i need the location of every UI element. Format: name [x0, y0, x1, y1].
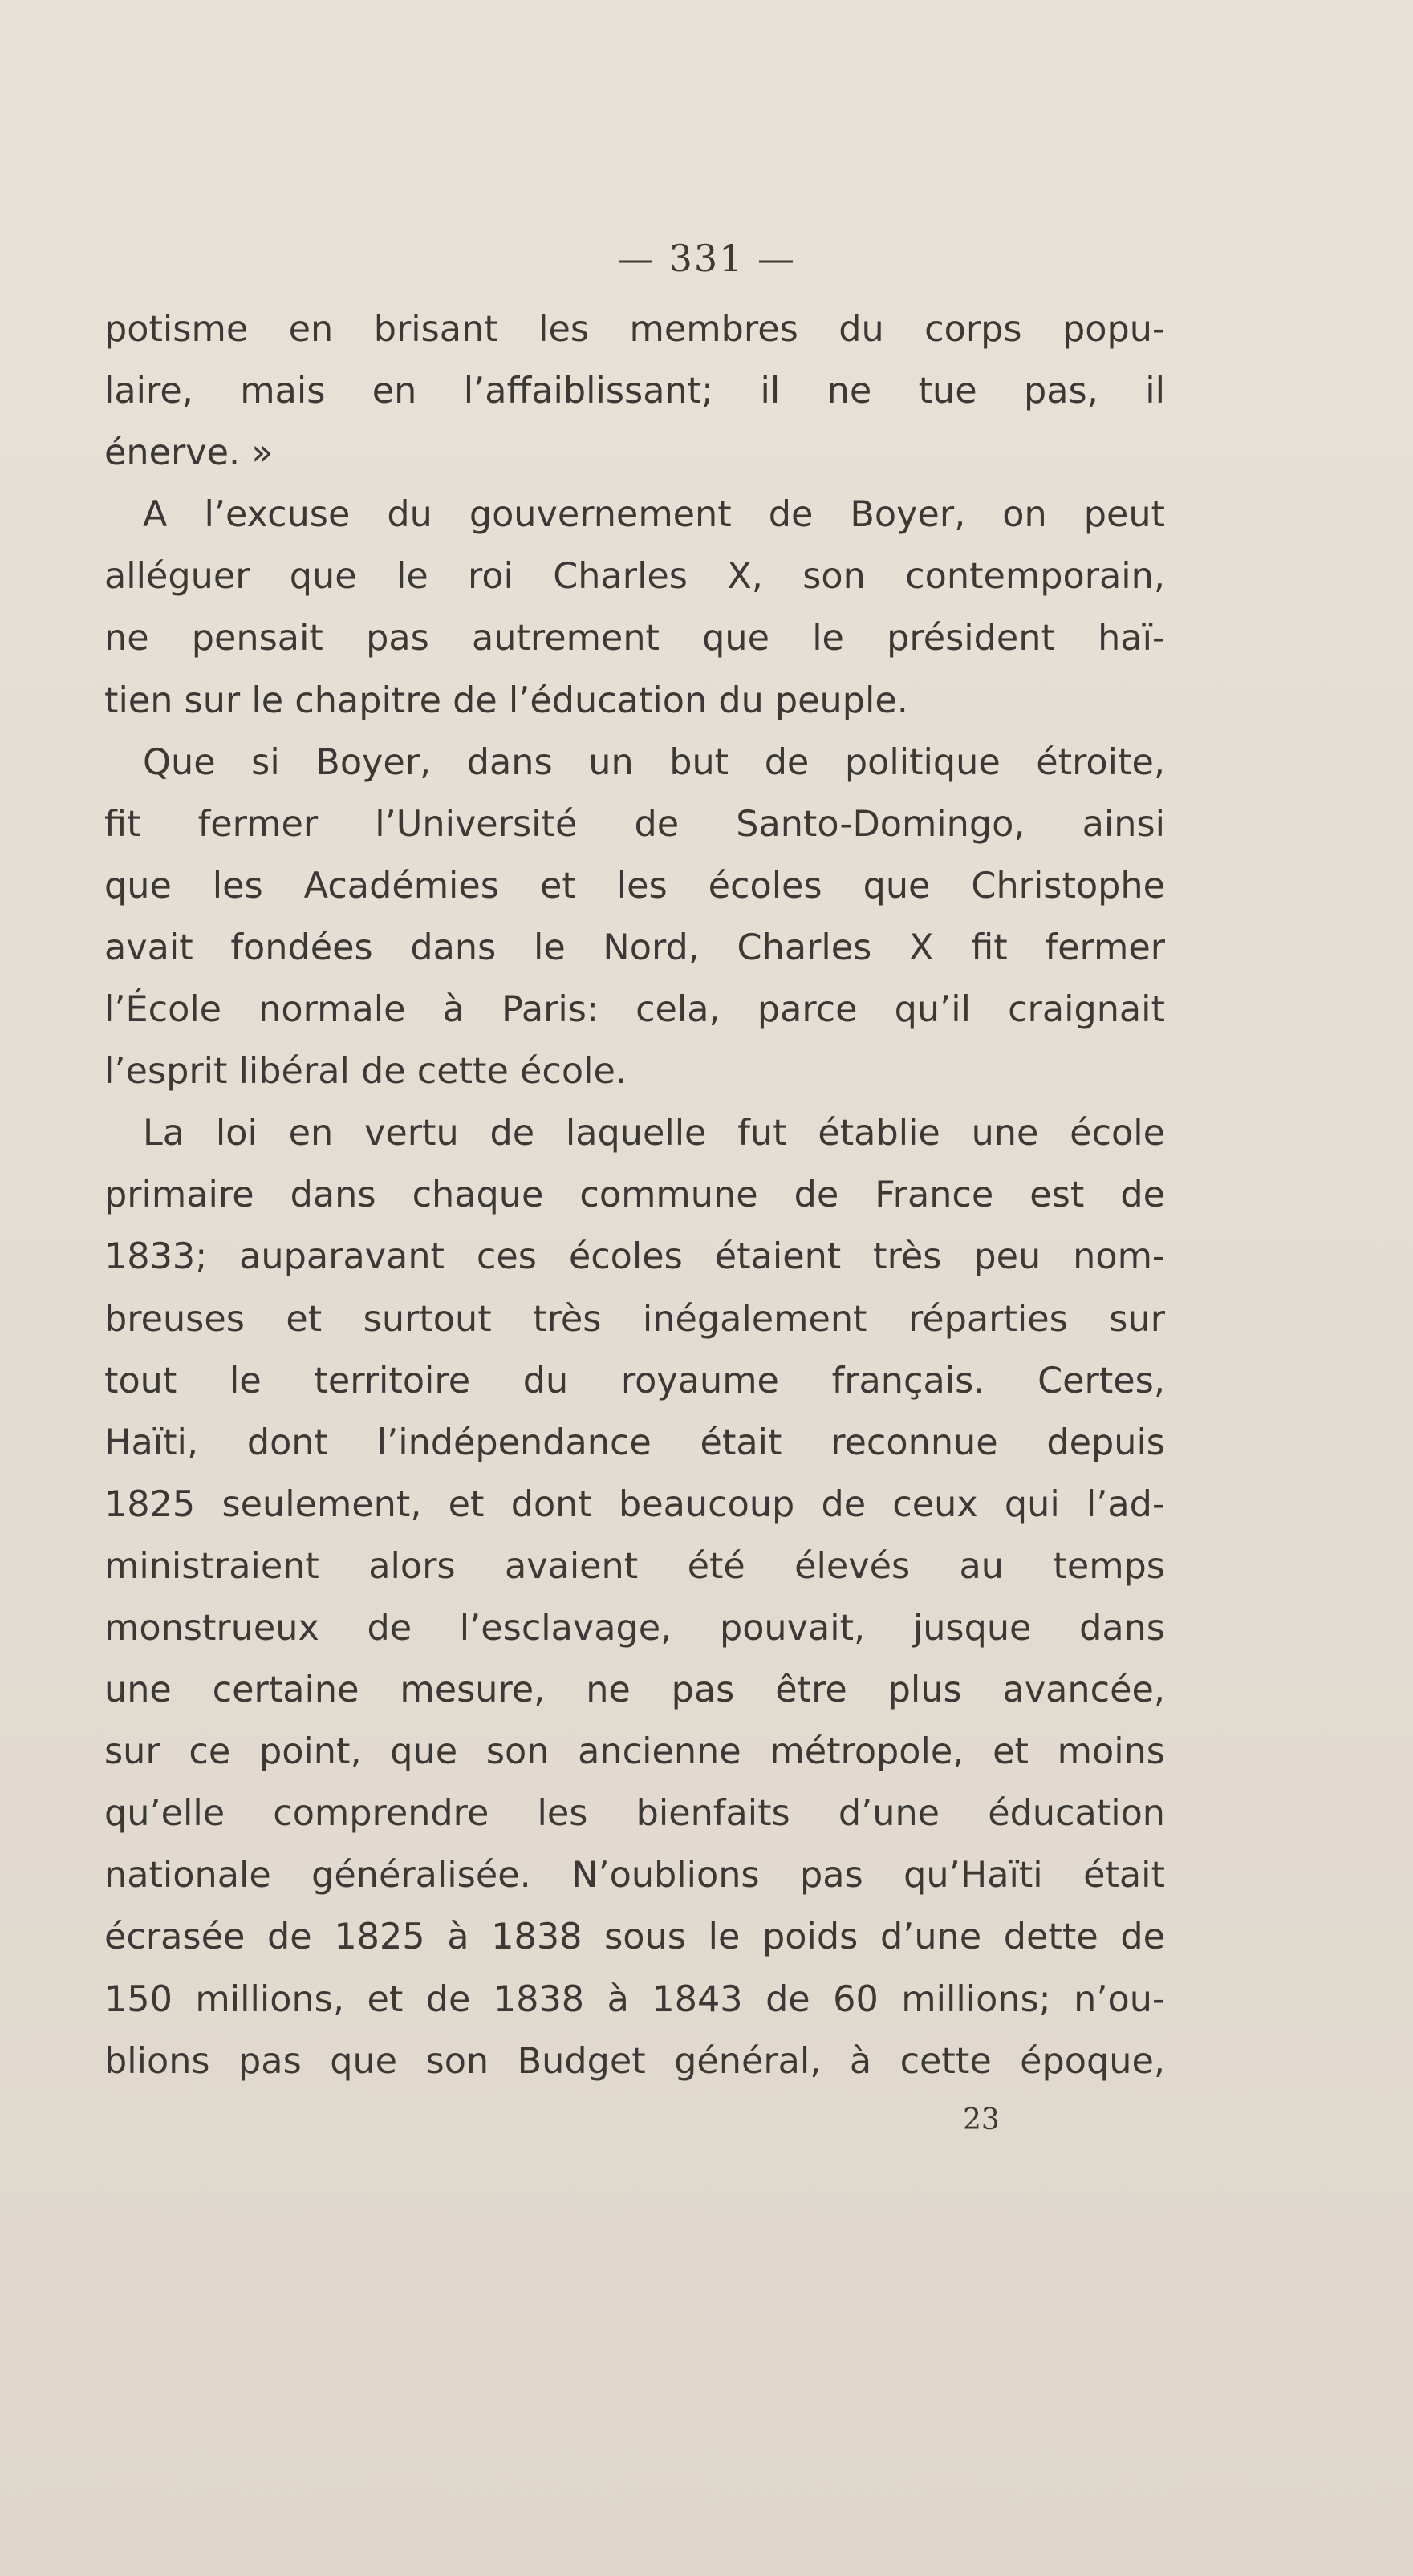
text-line: une certaine mesure, ne pas être plus avancée, [104, 1669, 1165, 1711]
signature-mark: 23 [963, 2103, 1000, 2136]
body-text [104, 298, 1165, 2092]
text-line: écrasée de 1825 à 1838 sous le poids d’une dette de [104, 1917, 1165, 1958]
text-line: monstrueux de l’esclavage, pouvait, jusque dans [104, 1607, 1165, 1649]
text-line: 150 millions, et de 1838 à 1843 de 60 millions; n’ou- [104, 1978, 1165, 2020]
text-line: nationale généralisée. N’oublions pas qu’Haïti était [104, 1855, 1165, 1897]
text-line: potisme en brisant les membres du corps popu- [104, 309, 1165, 350]
text-line: avait fondées dans le Nord, Charles X fit fermer [104, 927, 1165, 968]
text-line: Que si Boyer, dans un but de politique étroite, [143, 741, 1165, 783]
text-line: que les Académies et les écoles que Christophe [104, 865, 1165, 907]
page-number-header: — 331 — [616, 237, 797, 280]
text-line: ministraient alors avaient été élevés au temps [104, 1545, 1165, 1587]
text-line: blions pas que son Budget général, à cette époque, [104, 2040, 1165, 2082]
text-line: La loi en vertu de laquelle fut établie une école [143, 1113, 1165, 1154]
text-line: sur ce point, que son ancienne métropole, et moins [104, 1731, 1165, 1773]
text-line: Haïti, dont l’indépendance était reconnue depuis [104, 1422, 1165, 1463]
text-line: 1833; auparavant ces écoles étaient très peu nom- [104, 1236, 1165, 1278]
text-line: A l’excuse du gouvernement de Boyer, on peut [143, 494, 1165, 536]
text-line: tout le territoire du royaume français. Certes, [104, 1360, 1165, 1402]
text-line: l’École normale à Paris: cela, parce qu’il craignait [104, 989, 1165, 1031]
text-line: ne pensait pas autrement que le président haï- [104, 618, 1165, 659]
text-line: breuses et surtout très inégalement réparties sur [104, 1298, 1165, 1340]
text-line: tien sur le chapitre de l’éducation du peuple. [104, 679, 908, 721]
text-line: qu’elle comprendre les bienfaits d’une éducation [104, 1793, 1165, 1835]
text-line: primaire dans chaque commune de France est de [104, 1174, 1165, 1216]
text-line: alléguer que le roi Charles X, son contemporain, [104, 556, 1165, 598]
text-line: laire, mais en l’affaiblissant; il ne tue pas, il [104, 371, 1165, 412]
text-line: l’esprit libéral de cette école. [104, 1051, 627, 1093]
text-line: 1825 seulement, et dont beaucoup de ceux qui l’ad- [104, 1483, 1165, 1525]
text-line: énerve. » [104, 432, 274, 474]
text-line: fit fermer l’Université de Santo-Domingo, ainsi [104, 803, 1165, 845]
